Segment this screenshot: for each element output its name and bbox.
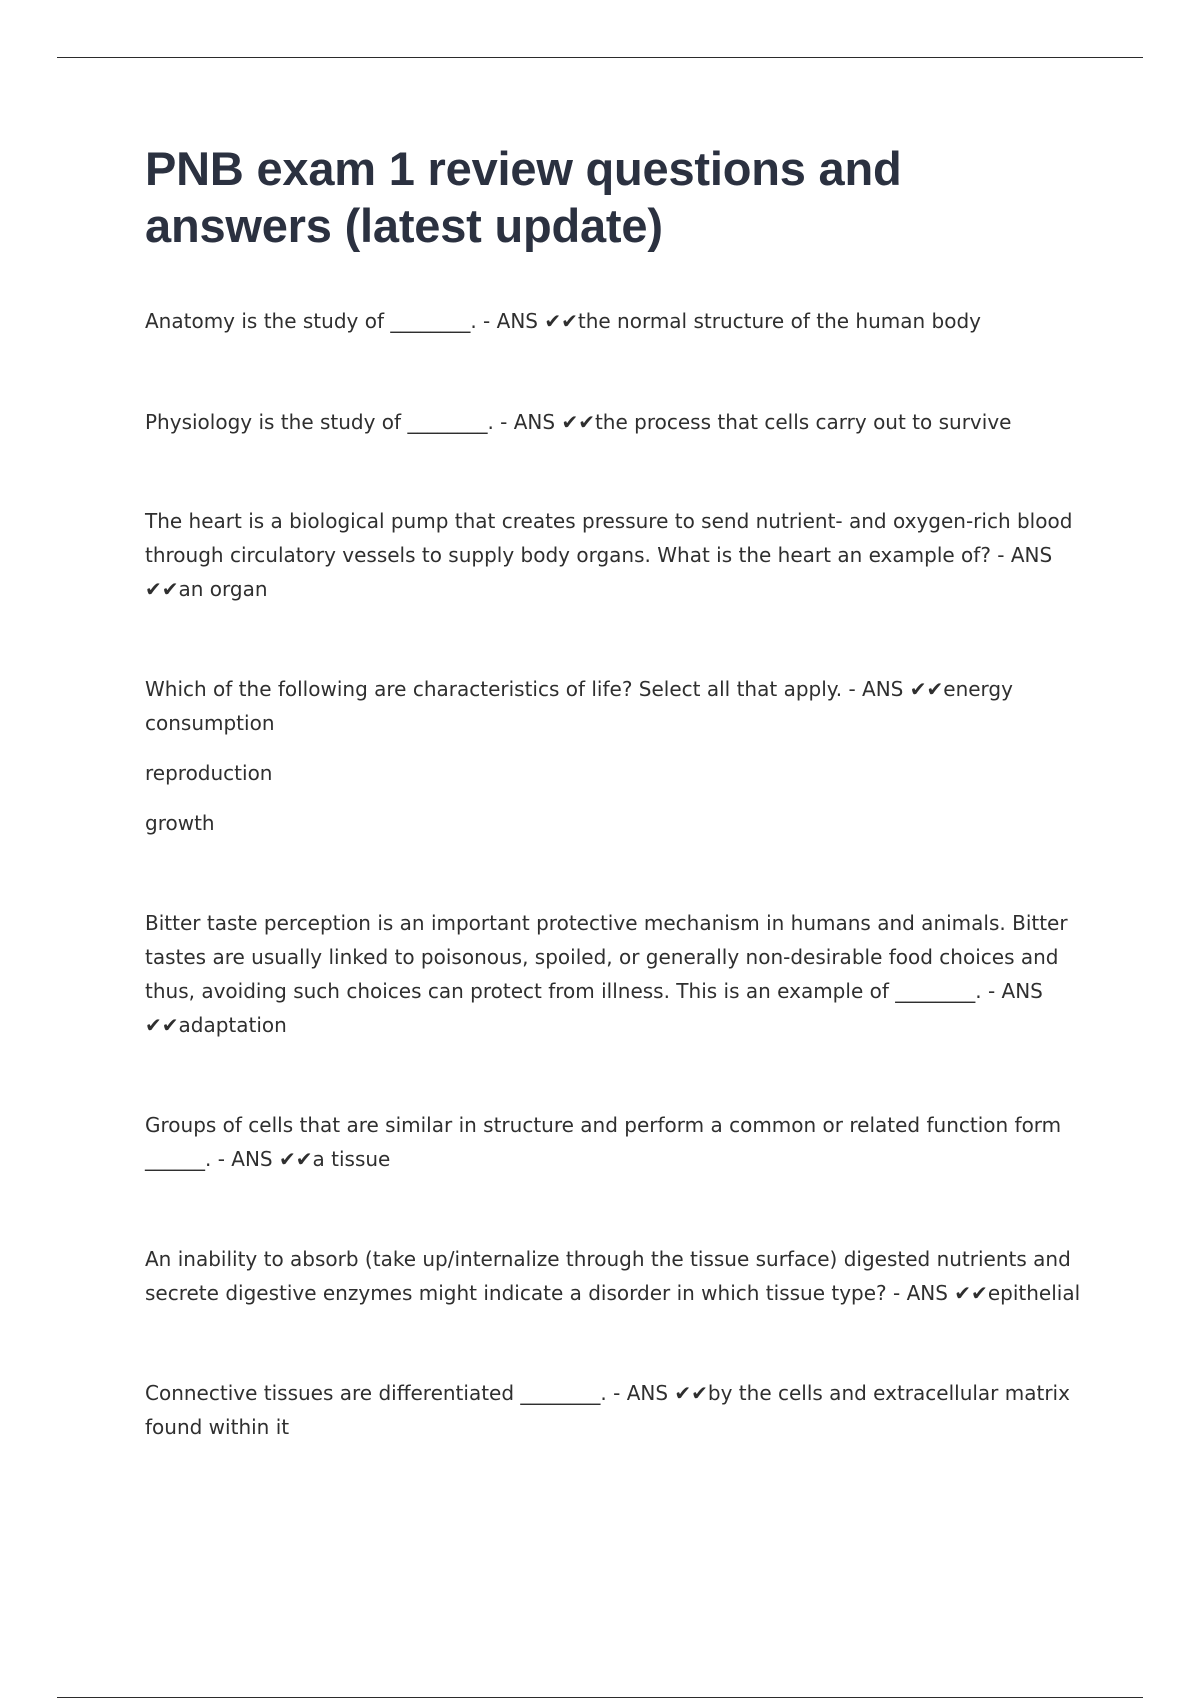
qa-item bbox=[145, 1376, 1095, 1444]
qa-item bbox=[145, 1242, 1095, 1310]
document-title: PNB exam 1 review questions and answers (latest update) bbox=[145, 142, 902, 252]
qa-item bbox=[145, 405, 1095, 439]
question-text: An inability to absorb (take up/internalize through the tissue surface) digested nutrients and secrete digestive enzymes might indicate a disorder in which tissue type? bbox=[145, 1247, 1071, 1305]
top-rule bbox=[57, 57, 1143, 58]
ans-marker: - ANS ✔✔ bbox=[842, 677, 944, 701]
qa-item bbox=[145, 304, 1095, 338]
answer-text: energy consumption bbox=[145, 677, 1013, 735]
ans-marker: - ANS ✔✔ bbox=[493, 410, 595, 434]
answer-text: adaptation bbox=[178, 1013, 287, 1037]
question-text: Physiology is the study of ________. bbox=[145, 410, 494, 434]
answer-text: an organ bbox=[178, 577, 268, 601]
answer-text: epithelial bbox=[987, 1281, 1081, 1305]
answer-extra-line: reproduction bbox=[145, 761, 273, 785]
ans-marker: - ANS ✔✔ bbox=[886, 1281, 988, 1305]
question-text: Connective tissues are differentiated ________. bbox=[145, 1381, 607, 1405]
ans-marker: - ANS ✔✔ bbox=[476, 309, 578, 333]
qa-item bbox=[145, 504, 1095, 606]
question-text: Groups of cells that are similar in structure and perform a common or related function form ______. bbox=[145, 1113, 1062, 1171]
bottom-rule bbox=[57, 1697, 1143, 1698]
document-body bbox=[145, 140, 1095, 1444]
question-text: The heart is a biological pump that creates pressure to send nutrient- and oxygen-rich blood through circulatory vessels to supply body organs. What is the heart an example of? bbox=[145, 509, 1073, 567]
answer-text: the normal structure of the human body bbox=[577, 309, 981, 333]
answer-text: by the cells and extracellular matrix found within it bbox=[145, 1381, 1070, 1439]
ans-marker: - ANS ✔✔ bbox=[145, 543, 1053, 601]
answer-text: a tissue bbox=[312, 1147, 391, 1171]
ans-marker: - ANS ✔✔ bbox=[606, 1381, 708, 1405]
qa-item bbox=[145, 1108, 1095, 1176]
qa-item bbox=[145, 906, 1095, 1042]
question-text: Anatomy is the study of ________. bbox=[145, 309, 477, 333]
question-text: Bitter taste perception is an important protective mechanism in humans and animals. Bitter tastes are usually linked to poisonous, spoiled, or generally non-desirable food choices and thus, avoiding such choices can protect from illness. This is an example of ________. bbox=[145, 911, 1068, 1003]
ans-marker: - ANS ✔✔ bbox=[211, 1147, 313, 1171]
answer-text: the process that cells carry out to survive bbox=[594, 410, 1012, 434]
ans-marker: - ANS ✔✔ bbox=[145, 979, 1043, 1037]
answer-extra-line: growth bbox=[145, 811, 215, 835]
qa-item bbox=[145, 672, 1095, 740]
question-text: Which of the following are characteristics of life? Select all that apply. bbox=[145, 677, 843, 701]
